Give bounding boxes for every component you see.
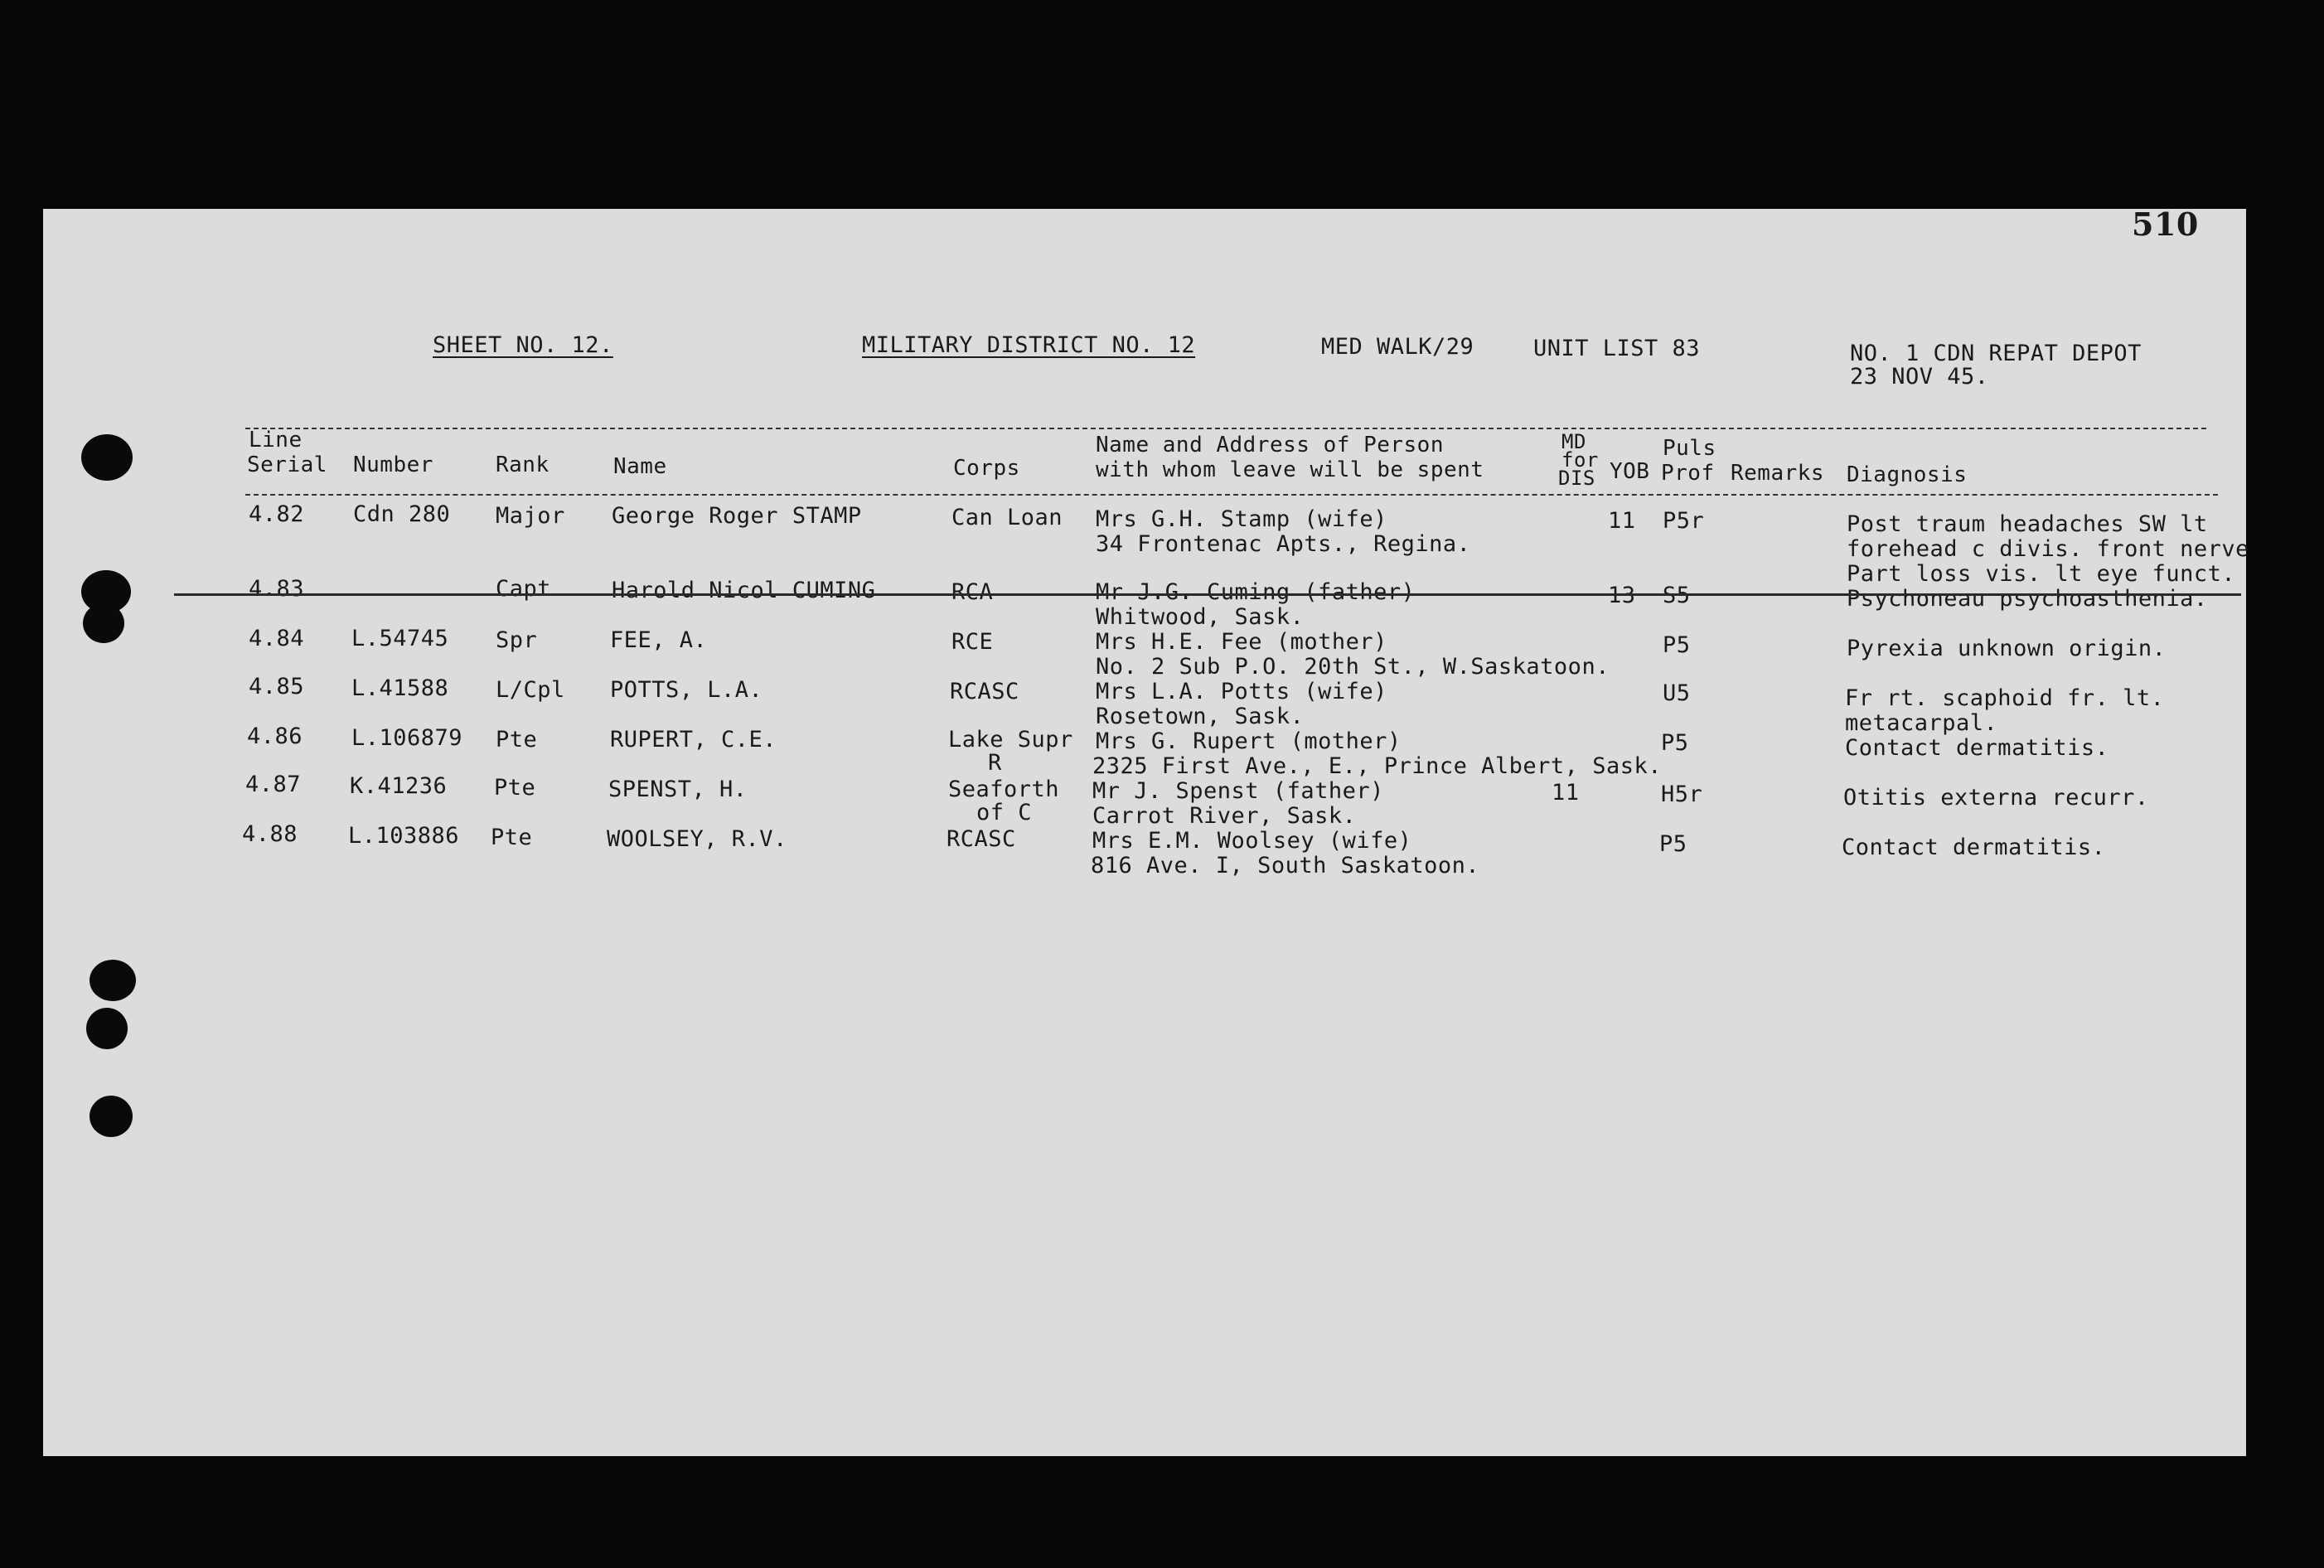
- cell-name: POTTS, L.A.: [610, 677, 763, 703]
- header-top-rule: [245, 428, 2206, 429]
- cell-puls: S5: [1663, 583, 1691, 608]
- cell-puls: H5r: [1661, 782, 1703, 807]
- cell-puls: P5: [1659, 831, 1687, 857]
- cell-rank: L/Cpl: [496, 677, 565, 703]
- depot-date: 23 NOV 45.: [1850, 364, 1989, 390]
- punch-hole: [81, 434, 133, 481]
- col-corps: Corps: [953, 456, 1020, 481]
- cell-corps: RCASC: [950, 679, 1019, 704]
- cell-diagnosis-1: Psychoneau psychoasthenia.: [1847, 586, 2208, 612]
- col-line: Line: [249, 428, 303, 452]
- col-name: Name: [613, 454, 667, 479]
- cell-address-1: Mrs G. Rupert (mother): [1096, 728, 1402, 754]
- cell-name: WOOLSEY, R.V.: [607, 826, 787, 852]
- cell-yob: 11: [1608, 508, 1636, 534]
- cell-address-2: Whitwood, Sask.: [1096, 604, 1305, 630]
- cell-rank: Capt: [496, 576, 552, 602]
- col-puls: Puls: [1663, 436, 1716, 461]
- col-diagnosis: Diagnosis: [1847, 462, 1968, 487]
- depot-name: NO. 1 CDN REPAT DEPOT: [1850, 341, 2142, 366]
- cell-diagnosis-1: Contact dermatitis.: [1845, 735, 2109, 761]
- cell-rank: Pte: [491, 825, 533, 850]
- cell-serial: 4.88: [242, 821, 298, 847]
- col-number: Number: [353, 452, 433, 477]
- col-remarks: Remarks: [1731, 461, 1825, 486]
- cell-number: Cdn 280: [353, 501, 451, 527]
- cell-md: 11: [1552, 780, 1580, 806]
- cell-corps: Lake Supr: [948, 727, 1073, 753]
- cell-address-1: Mrs G.H. Stamp (wife): [1096, 506, 1387, 532]
- sheet-number: SHEET NO. 12.: [433, 332, 613, 358]
- cell-corps-2: R: [988, 750, 1002, 776]
- cell-name: FEE, A.: [610, 627, 708, 653]
- cell-rank: Pte: [496, 727, 538, 753]
- strike-through-line: [174, 593, 2241, 596]
- cell-name: George Roger STAMP: [612, 503, 862, 529]
- punch-hole: [90, 960, 136, 1001]
- col-md-1: MD: [1561, 430, 1586, 453]
- cell-diagnosis-2: metacarpal.: [1845, 710, 1998, 736]
- page-number: 510: [2132, 206, 2199, 243]
- unit-list: UNIT LIST 83: [1533, 336, 1701, 361]
- cell-rank: Spr: [496, 627, 538, 653]
- cell-diagnosis-1: Pyrexia unknown origin.: [1847, 636, 2167, 661]
- cell-puls: P5: [1663, 632, 1691, 658]
- med-walk: MED WALK/29: [1321, 334, 1474, 360]
- cell-address-2: Rosetown, Sask.: [1096, 704, 1305, 729]
- cell-address-2: No. 2 Sub P.O. 20th St., W.Saskatoon.: [1096, 654, 1610, 680]
- cell-address-2: Carrot River, Sask.: [1092, 803, 1357, 829]
- col-md-2: for: [1561, 448, 1599, 472]
- punch-hole: [83, 603, 124, 643]
- cell-yob: 13: [1608, 583, 1636, 608]
- cell-corps: Can Loan: [951, 505, 1063, 530]
- cell-puls: P5: [1661, 730, 1689, 756]
- header-bottom-rule: [245, 494, 2218, 496]
- cell-address-1: Mrs L.A. Potts (wife): [1096, 679, 1387, 704]
- col-serial: Serial: [247, 452, 327, 477]
- cell-corps-2: of C: [976, 800, 1033, 825]
- military-district: MILITARY DISTRICT NO. 12: [862, 332, 1196, 358]
- cell-address-1: Mr J. Spenst (father): [1092, 778, 1384, 804]
- cell-number: L.54745: [351, 626, 449, 651]
- cell-address-2: 816 Ave. I, South Saskatoon.: [1091, 853, 1480, 878]
- col-yob: YOB: [1610, 459, 1650, 484]
- cell-diagnosis-3: Part loss vis. lt eye funct.: [1847, 561, 2236, 587]
- cell-diagnosis-1: Contact dermatitis.: [1842, 835, 2106, 860]
- cell-puls: U5: [1663, 680, 1691, 706]
- cell-diagnosis-1: Fr rt. scaphoid fr. lt.: [1845, 685, 2165, 711]
- cell-diagnosis-1: Post traum headaches SW lt: [1847, 511, 2208, 537]
- col-prof: Prof: [1661, 461, 1715, 486]
- cell-number: L.106879: [351, 725, 463, 751]
- cell-diagnosis-1: Otitis externa recurr.: [1843, 785, 2149, 811]
- cell-serial: 4.82: [249, 501, 305, 527]
- cell-address-1: Mrs H.E. Fee (mother): [1096, 629, 1387, 655]
- cell-corps: RCA: [951, 579, 994, 605]
- cell-puls: P5r: [1663, 508, 1705, 534]
- cell-diagnosis-2: forehead c divis. front nerve: [1847, 536, 2249, 562]
- cell-address-1: Mrs E.M. Woolsey (wife): [1092, 828, 1412, 854]
- punch-hole: [86, 1008, 128, 1049]
- cell-address-2: 34 Frontenac Apts., Regina.: [1096, 531, 1471, 557]
- cell-rank: Pte: [494, 775, 536, 801]
- cell-serial: 4.85: [249, 674, 305, 699]
- col-rank: Rank: [496, 452, 550, 477]
- cell-name: Harold Nicol CUMING: [612, 578, 876, 603]
- col-md-3: DIS: [1558, 467, 1595, 490]
- col-address-1: Name and Address of Person: [1096, 433, 1444, 457]
- cell-corps: RCASC: [947, 826, 1016, 852]
- cell-corps: RCE: [951, 629, 994, 655]
- cell-number: L.41588: [351, 675, 449, 701]
- cell-number: L.103886: [348, 823, 460, 849]
- cell-address-2: 2325 First Ave., E., Prince Albert, Sask.: [1092, 753, 1662, 779]
- cell-name: SPENST, H.: [608, 777, 748, 802]
- cell-serial: 4.83: [249, 576, 305, 602]
- cell-serial: 4.84: [249, 626, 305, 651]
- punch-hole: [90, 1096, 133, 1137]
- cell-rank: Major: [496, 503, 565, 529]
- cell-address-1: Mr J.G. Cuming (father): [1096, 579, 1416, 605]
- cell-number: K.41236: [350, 773, 448, 799]
- cell-corps: Seaforth: [948, 777, 1060, 802]
- col-address-2: with whom leave will be spent: [1096, 457, 1484, 482]
- cell-serial: 4.86: [247, 724, 303, 749]
- cell-serial: 4.87: [245, 772, 302, 797]
- cell-name: RUPERT, C.E.: [610, 727, 777, 753]
